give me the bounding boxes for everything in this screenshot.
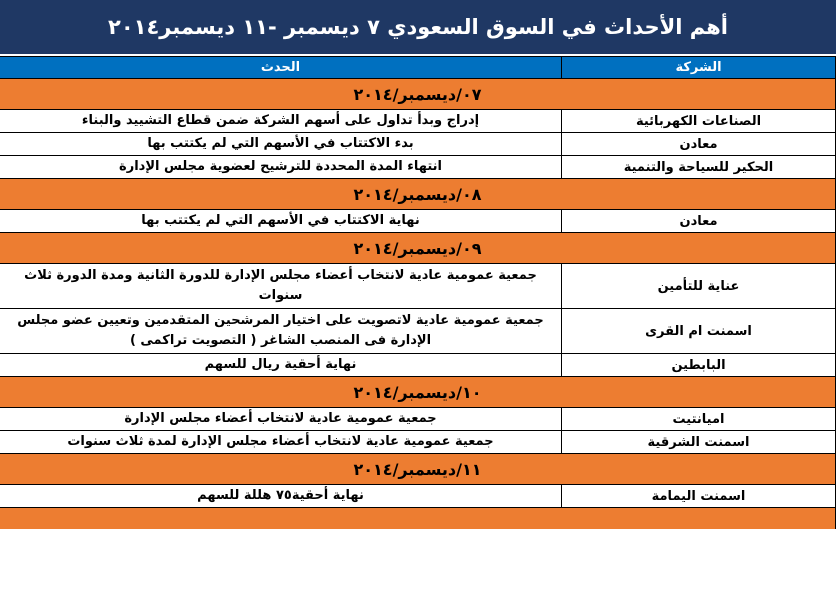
date-row — [0, 377, 836, 408]
event-cell: نهاية الاكتتاب في الأسهم التي لم يكتتب بها — [0, 210, 562, 233]
date-cell: ١١/ديسمبر/٢٠١٤ — [0, 454, 836, 485]
table-row — [0, 110, 836, 133]
date-row — [0, 454, 836, 485]
footer-band — [0, 508, 836, 530]
header-company: الشركة — [562, 57, 836, 79]
company-cell: اسمنت الشرقية — [562, 431, 836, 454]
company-cell: معادن — [562, 133, 836, 156]
company-cell: اسمنت اليمامة — [562, 485, 836, 508]
company-cell: عناية للتأمين — [562, 264, 836, 309]
event-cell: بدء الاكتتاب في الأسهم التي لم يكتتب بها — [0, 133, 562, 156]
date-row — [0, 179, 836, 210]
event-cell: إدراج وبدأ تداول على أسهم الشركة ضمن قطاع التشييد والبناء — [0, 110, 562, 133]
event-cell: جمعية عمومية عادية لانتخاب أعضاء مجلس الإدارة لمدة ثلاث سنوات — [0, 431, 562, 454]
footer-band-cell — [0, 508, 836, 530]
events-table-body — [0, 57, 836, 530]
events-table — [0, 56, 836, 529]
table-row — [0, 354, 836, 377]
event-cell: جمعية عمومية عادية لانتخاب أعضاء مجلس الإدارة للدورة الثانية ومدة الدورة ثلاث سنوات — [0, 264, 562, 309]
company-cell: اميانتيت — [562, 408, 836, 431]
company-cell: الحكير للسياحة والتنمية — [562, 156, 836, 179]
company-cell: اسمنت ام القرى — [562, 309, 836, 354]
company-cell: البابطين — [562, 354, 836, 377]
table-row — [0, 431, 836, 454]
table-row — [0, 156, 836, 179]
table-row — [0, 485, 836, 508]
table-row — [0, 210, 836, 233]
date-cell: ١٠/ديسمبر/٢٠١٤ — [0, 377, 836, 408]
table-row — [0, 133, 836, 156]
header-row — [0, 57, 836, 79]
table-row — [0, 309, 836, 354]
table-row — [0, 408, 836, 431]
event-cell: نهاية أحقية ريال للسهم — [0, 354, 562, 377]
sheet-title: أهم الأحداث في السوق السعودي ٧ ديسمبر -١١ ديسمبر٢٠١٤ — [0, 0, 836, 56]
event-cell: نهاية أحقية٧٥ هللة للسهم — [0, 485, 562, 508]
table-row — [0, 264, 836, 309]
event-cell: جمعية عمومية عادية لاتصويت على اختيار المرشحين المتقدمين وتعيين عضو مجلس الإدارة فى المنصب الشاغر ( التصويت تراكمى ) — [0, 309, 562, 354]
date-cell: ٠٩/ديسمبر/٢٠١٤ — [0, 233, 836, 264]
date-cell: ٠٧/ديسمبر/٢٠١٤ — [0, 79, 836, 110]
event-cell: جمعية عمومية عادية لانتخاب أعضاء مجلس الإدارة — [0, 408, 562, 431]
company-cell: الصناعات الكهربائية — [562, 110, 836, 133]
event-cell: انتهاء المدة المحددة للترشيح لعضوية مجلس الإدارة — [0, 156, 562, 179]
company-cell: معادن — [562, 210, 836, 233]
date-row — [0, 233, 836, 264]
date-row — [0, 79, 836, 110]
header-event: الحدث — [0, 57, 562, 79]
date-cell: ٠٨/ديسمبر/٢٠١٤ — [0, 179, 836, 210]
